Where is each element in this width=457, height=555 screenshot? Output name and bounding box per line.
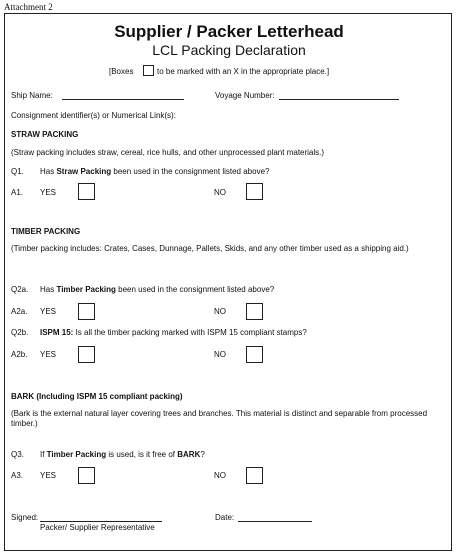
a2a-no-checkbox[interactable] <box>246 303 263 320</box>
a2a-yes-checkbox[interactable] <box>78 303 95 320</box>
a2a-no-label: NO <box>214 307 226 316</box>
straw-heading: STRAW PACKING <box>11 130 79 139</box>
signature-field[interactable] <box>40 521 162 522</box>
a2b-yes-label: YES <box>40 350 57 359</box>
page-title: Supplier / Packer Letterhead <box>114 22 344 41</box>
instruction-end: to be marked with an X in the appropriate place.] <box>157 67 330 76</box>
timber-heading: TIMBER PACKING <box>11 227 81 236</box>
attachment-label: Attachment 2 <box>4 2 53 12</box>
a1-code: A1. <box>11 188 24 197</box>
straw-note: (Straw packing includes straw, cereal, rice hulls, and other unprocessed plant materials.) <box>11 148 325 157</box>
consignment-label: Consignment identifier(s) or Numerical Link(s): <box>11 111 176 120</box>
a1-no-checkbox[interactable] <box>246 183 263 200</box>
a3-no-label: NO <box>214 471 226 480</box>
date-label: Date: <box>215 513 235 522</box>
bark-note: (Bark is the external natural layer covering trees and branches. This material is distinct and separable from processed timber.) <box>11 409 428 428</box>
a2a-yes-label: YES <box>40 307 57 316</box>
instruction-box-icon <box>143 65 154 76</box>
q3-text: If Timber Packing is used, is it free of BARK? <box>40 450 205 459</box>
a1-yes-label: YES <box>40 188 57 197</box>
q2b-text: ISPM 15: Is all the timber packing marked with ISPM 15 compliant stamps? <box>40 328 307 337</box>
instruction-start: [Boxes <box>109 67 134 76</box>
a2a-code: A2a. <box>11 307 28 316</box>
q3-code: Q3. <box>11 450 24 459</box>
a3-yes-checkbox[interactable] <box>78 467 95 484</box>
a1-no-label: NO <box>214 188 226 197</box>
signed-caption: Packer/ Supplier Representative <box>40 523 155 532</box>
ship-name-field[interactable] <box>62 99 184 100</box>
voyage-number-label: Voyage Number: <box>215 91 275 100</box>
timber-note: (Timber packing includes: Crates, Cases, Dunnage, Pallets, Skids, and any other timber used as a shipping aid.) <box>11 244 409 253</box>
a2b-no-label: NO <box>214 350 226 359</box>
a3-no-checkbox[interactable] <box>246 467 263 484</box>
voyage-number-field[interactable] <box>279 99 399 100</box>
ship-name-label: Ship Name: <box>11 91 53 100</box>
a2b-code: A2b. <box>11 350 28 359</box>
q1-text: Has Straw Packing been used in the consignment listed above? <box>40 167 270 176</box>
a2b-yes-checkbox[interactable] <box>78 346 95 363</box>
q2a-text: Has Timber Packing been used in the consignment listed above? <box>40 285 275 294</box>
a3-yes-label: YES <box>40 471 57 480</box>
a1-yes-checkbox[interactable] <box>78 183 95 200</box>
bark-heading: BARK (Including ISPM 15 compliant packing) <box>11 392 183 401</box>
page-subtitle: LCL Packing Declaration <box>152 42 306 58</box>
a3-code: A3. <box>11 471 24 480</box>
a2b-no-checkbox[interactable] <box>246 346 263 363</box>
declaration-form <box>4 13 452 551</box>
q1-code: Q1. <box>11 167 24 176</box>
date-field[interactable] <box>238 521 312 522</box>
q2a-code: Q2a. <box>11 285 29 294</box>
q2b-code: Q2b. <box>11 328 29 337</box>
signed-label: Signed: <box>11 513 39 522</box>
